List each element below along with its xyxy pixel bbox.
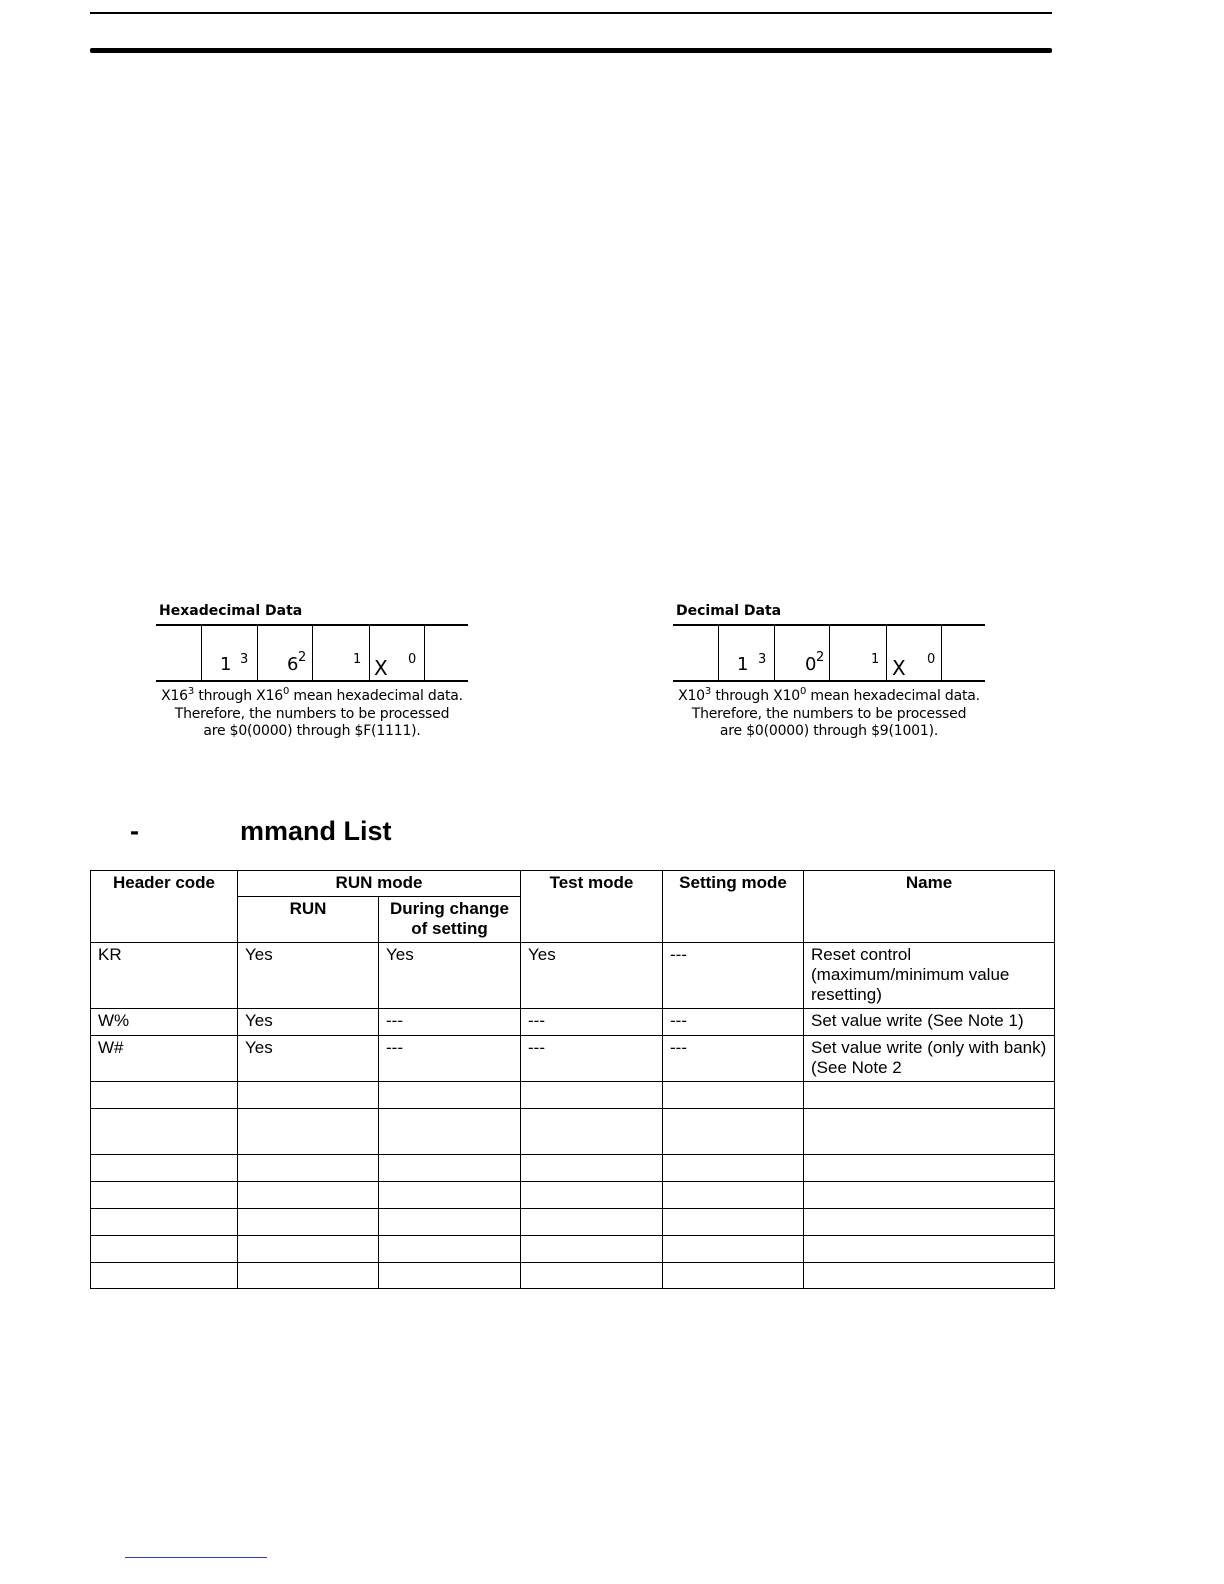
caption-line-2: Therefore, the numbers to be processed [174,705,450,722]
cell-setting: --- [663,943,804,1009]
empty-table-row [91,1236,1055,1263]
header-rule-thin [90,12,1052,14]
digit-3: 1 [737,654,749,675]
exponent-2: 2 [298,650,307,665]
test-mode-column: Test mode [521,871,663,943]
cell-test: --- [521,1009,663,1036]
hexadecimal-caption [156,688,468,741]
cell-setting: --- [663,1036,804,1082]
run-subcolumn: RUN [238,897,379,943]
section-heading-dash: - [130,816,139,846]
digit-1: 1 [871,652,880,667]
cell-run: Yes [238,943,379,1009]
cell-run: Yes [238,1009,379,1036]
cell-name: Set value write (See Note 1) [804,1009,1055,1036]
caption-part: mean hexadecimal data. [806,688,980,704]
caption-superscript: 0 [799,686,807,697]
digit-separator [257,626,258,680]
command-list-table [90,870,1055,1289]
footer-link-underline [125,1557,267,1558]
caption-part: X16 [161,688,188,704]
cell-run: Yes [238,1036,379,1082]
cell-setting: --- [663,1009,804,1036]
cell-code: W# [91,1036,238,1082]
digit-separator [424,626,425,680]
caption-line-3: are $0(0000) through $9(1001). [719,723,939,739]
setting-mode-column: Setting mode [663,871,804,943]
caption-superscript: 3 [704,686,712,697]
empty-table-row [91,1155,1055,1182]
header-rule-thick [90,48,1052,53]
exponent-3: 3 [758,652,767,667]
header-code-column: Header code [91,871,238,943]
caption-part: through X16 [194,688,283,704]
cell-code: W% [91,1009,238,1036]
digit-separator [312,626,313,680]
cell-test: --- [521,1036,663,1082]
digit-1: 1 [353,652,362,667]
digit-2: 0 [805,654,817,675]
digit-x: X [374,656,388,680]
digit-separator [718,626,719,680]
decimal-data-diagram [673,600,985,741]
table-row [91,943,1055,1009]
caption-superscript: 3 [187,686,195,697]
empty-table-row [91,1263,1055,1289]
table-row [91,1036,1055,1082]
caption-part: through X10 [711,688,800,704]
empty-table-row [91,1209,1055,1236]
digit-separator [886,626,887,680]
hexadecimal-data-diagram [156,600,468,741]
hexadecimal-digit-box [156,624,468,682]
table-row [91,1009,1055,1036]
exponent-2: 2 [816,650,825,665]
cell-test: Yes [521,943,663,1009]
exponent-0: 0 [408,652,417,667]
caption-line-3: are $0(0000) through $F(1111). [203,723,421,739]
cell-name: Reset control (maximum/minimum value resetting) [804,943,1055,1009]
caption-superscript: 0 [282,686,290,697]
exponent-3: 3 [240,652,249,667]
digit-2: 6 [287,654,299,675]
name-column: Name [804,871,1055,943]
caption-line-2: Therefore, the numbers to be processed [691,705,967,722]
during-change-subcolumn: During change of setting [379,897,521,943]
caption-part: mean hexadecimal data. [289,688,463,704]
empty-table-row [91,1182,1055,1209]
cell-during: Yes [379,943,521,1009]
section-heading [130,816,392,847]
digit-x: X [892,656,906,680]
caption-line-1 [156,688,468,706]
run-mode-column: RUN mode [238,871,521,897]
table-header-row [91,871,1055,897]
caption-part: X10 [678,688,705,704]
cell-during: --- [379,1036,521,1082]
hexadecimal-data-title: Hexadecimal Data [159,603,303,619]
decimal-digit-box [673,624,985,682]
cell-code: KR [91,943,238,1009]
digit-separator [369,626,370,680]
decimal-caption [673,688,985,741]
cell-during: --- [379,1009,521,1036]
digit-separator [829,626,830,680]
decimal-data-title: Decimal Data [676,603,782,619]
caption-line-1 [673,688,985,706]
empty-table-row [91,1109,1055,1155]
section-heading-title: mmand List [240,816,392,846]
digit-separator [774,626,775,680]
empty-table-row [91,1082,1055,1109]
exponent-0: 0 [927,652,936,667]
cell-name: Set value write (only with bank) (See Note 2 [804,1036,1055,1082]
digit-separator [201,626,202,680]
digit-separator [941,626,942,680]
digit-3: 1 [220,654,232,675]
